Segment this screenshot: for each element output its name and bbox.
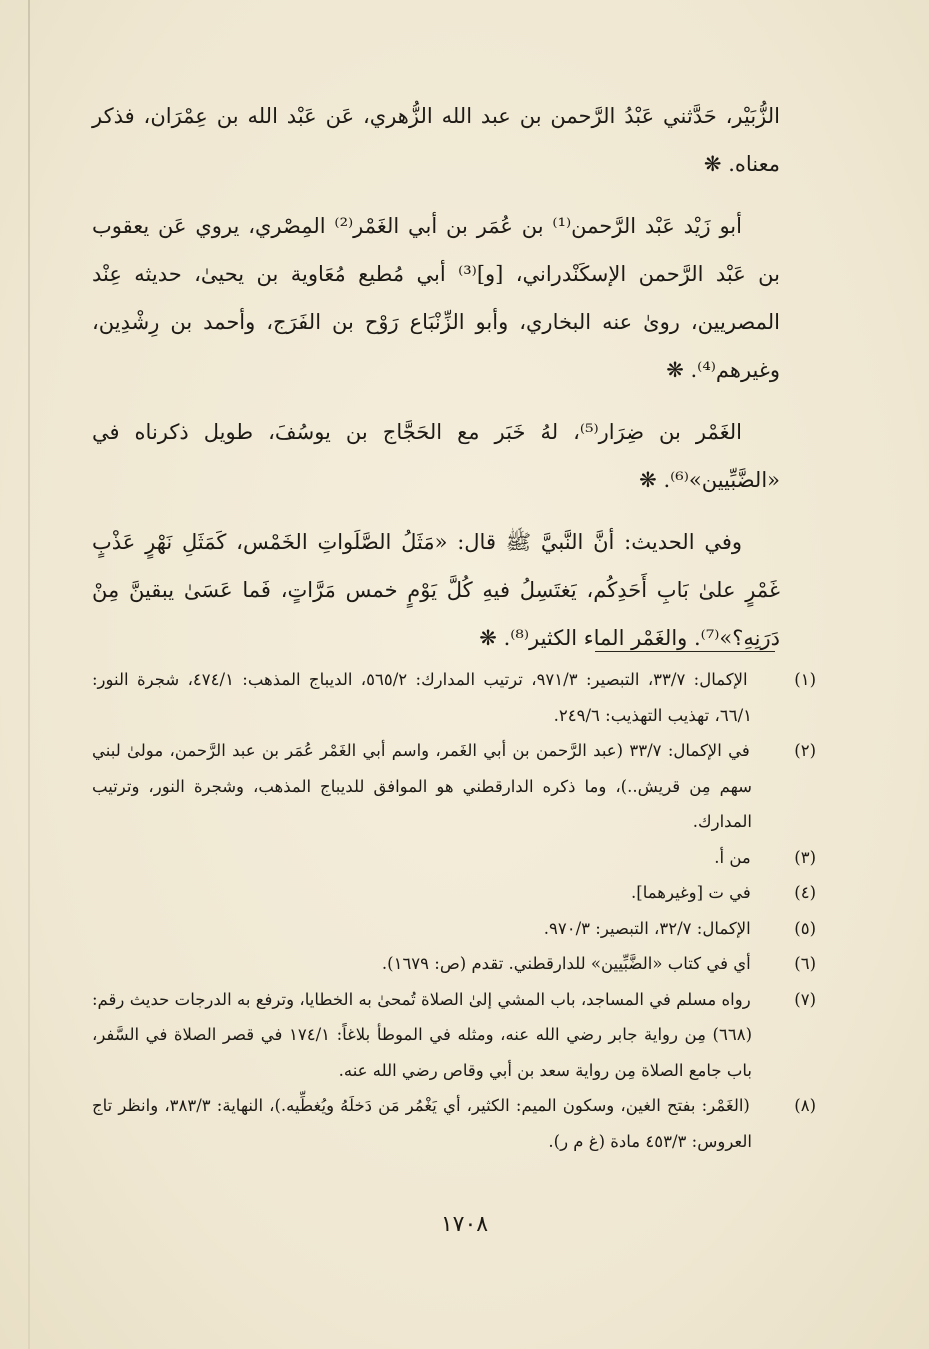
footnote-text: الإكمال: ٣٣/٧، التبصير: ٩٧١/٣، ترتيب المدارك: ٥٦٥/٢، الديباج المذهب: ٤٧٤/١، شجرة النور: ٦٦/١، تهذيب التهذيب: ٢٤٩/٦. (92, 670, 752, 725)
footnote-6 (92, 946, 816, 982)
page-number: ١٧٠٨ (440, 1212, 489, 1237)
footnote-text: في الإكمال: ٣٣/٧ (عبد الرَّحمن بن أبي الغَمر، واسم أبي الغَمْر عُمَر بن عبد الرَّحمن، مولىٰ لبني سهم مِن قريش..)، وما ذكره الدارقطني هو الموافق للديباج المذهب، وشجرة النور، وترتيب المدارك. (92, 741, 752, 831)
footnote-number: (٦) (794, 954, 816, 973)
footnote-number: (٨) (794, 1096, 817, 1115)
paragraph-2: أبو زَيْد عَبْد الرَّحمن⁽¹⁾ بن عُمَر بن أبي الغَمْر⁽²⁾ المِصْري، يروي عَن يعقوب بن عَبْد الرَّحمن الإسكَنْدراني، [و]⁽³⁾ أبي مُطيع مُعَاوية بن يحيىٰ، حديثه عِنْد المصريين، روىٰ عنه البخاري، وأبو الزِّنْبَاع رَوْح بن الفَرَج، وأحمد بن رِشْدِين، وغيرهم⁽⁴⁾. ❋ (92, 214, 780, 382)
footnote-8 (92, 1088, 817, 1159)
footnote-7 (92, 982, 816, 1089)
footnote-4 (92, 875, 816, 911)
paragraph-4: وفي الحديث: أنَّ النَّبيَّ ﷺ قال: «مَثَلُ الصَّلَواتِ الخَمْس، كَمَثَلِ نَهْرٍ عَذْبٍ غَمْرٍ علىٰ بَابِ أَحَدِكُم، يَغتَسِلُ فيهِ كُلَّ يَوْمٍ خمس مَرَّاتٍ، فَما عَسَىٰ يبقينَّ مِنْ دَرَنِهِ؟»⁽⁷⁾. والغَمْر الماء الكثير⁽⁸⁾. ❋ (92, 530, 780, 650)
footnote-number: (١) (794, 670, 817, 689)
footnote-text: (الغَمْر: بفتح الغين، وسكون الميم: الكثير، أي يَغْمُر مَن دَخلَهُ ويُغطِّيه.)، النهاية: ٣٨٣/٣، وانظر تاج العروس: ٤٥٣/٣ مادة (غ م ر). (92, 1096, 752, 1151)
footnote-text: الإكمال: ٣٢/٧، التبصير: ٩٧٠/٣. (543, 918, 751, 938)
paragraph-1: الزُّبَيْر، حَدَّثني عَبْدُ الرَّحمن بن عبد الله الزُّهري، عَن عَبْد الله بن عِمْرَان، فذكر معناه. ❋ (92, 104, 780, 176)
paragraph-3: الغَمْر بن ضِرَار⁽⁵⁾، لهُ خَبَر مع الحَجَّاج بن يوسُفَ، طويل ذكرناه في «الضَّبِّيين»⁽⁶⁾. ❋ (92, 420, 780, 492)
footnote-number: (٣) (794, 847, 816, 867)
footnote-text: أي في كتاب «الضَّبِّيين» للدارقطني. تقدم (ص: ١٦٧٩). (381, 954, 751, 973)
main-text (92, 92, 780, 676)
footnote-3 (92, 840, 816, 876)
footnote-separator (595, 651, 775, 652)
footnote-1 (92, 662, 817, 733)
footnote-2 (92, 733, 817, 840)
binding-edge (28, 0, 30, 1349)
footnote-number: (٧) (794, 989, 816, 1009)
footnote-number: (٢) (794, 741, 817, 760)
footnote-text: رواه مسلم في المساجد، باب المشي إلىٰ الصلاة تُمحىٰ به الخطايا، وترفع به الدرجات حديث رقم: (٦٦٨) مِن رواية جابر رضي الله عنه، ومثله في الموطأ بلاغاً: ١٧٤/١ في قصر الصلاة في السَّفر، باب جامع الصلاة مِن رواية سعد بن أبي وقاص رضي الله عنه. (92, 989, 752, 1080)
footnote-number: (٥) (794, 918, 816, 938)
footnotes (92, 662, 817, 1159)
footnote-number: (٤) (794, 883, 816, 902)
footnote-text: من أ. (714, 847, 751, 867)
footnote-5 (92, 911, 816, 947)
footnote-text: في ت [وغيرهما]. (631, 883, 751, 902)
